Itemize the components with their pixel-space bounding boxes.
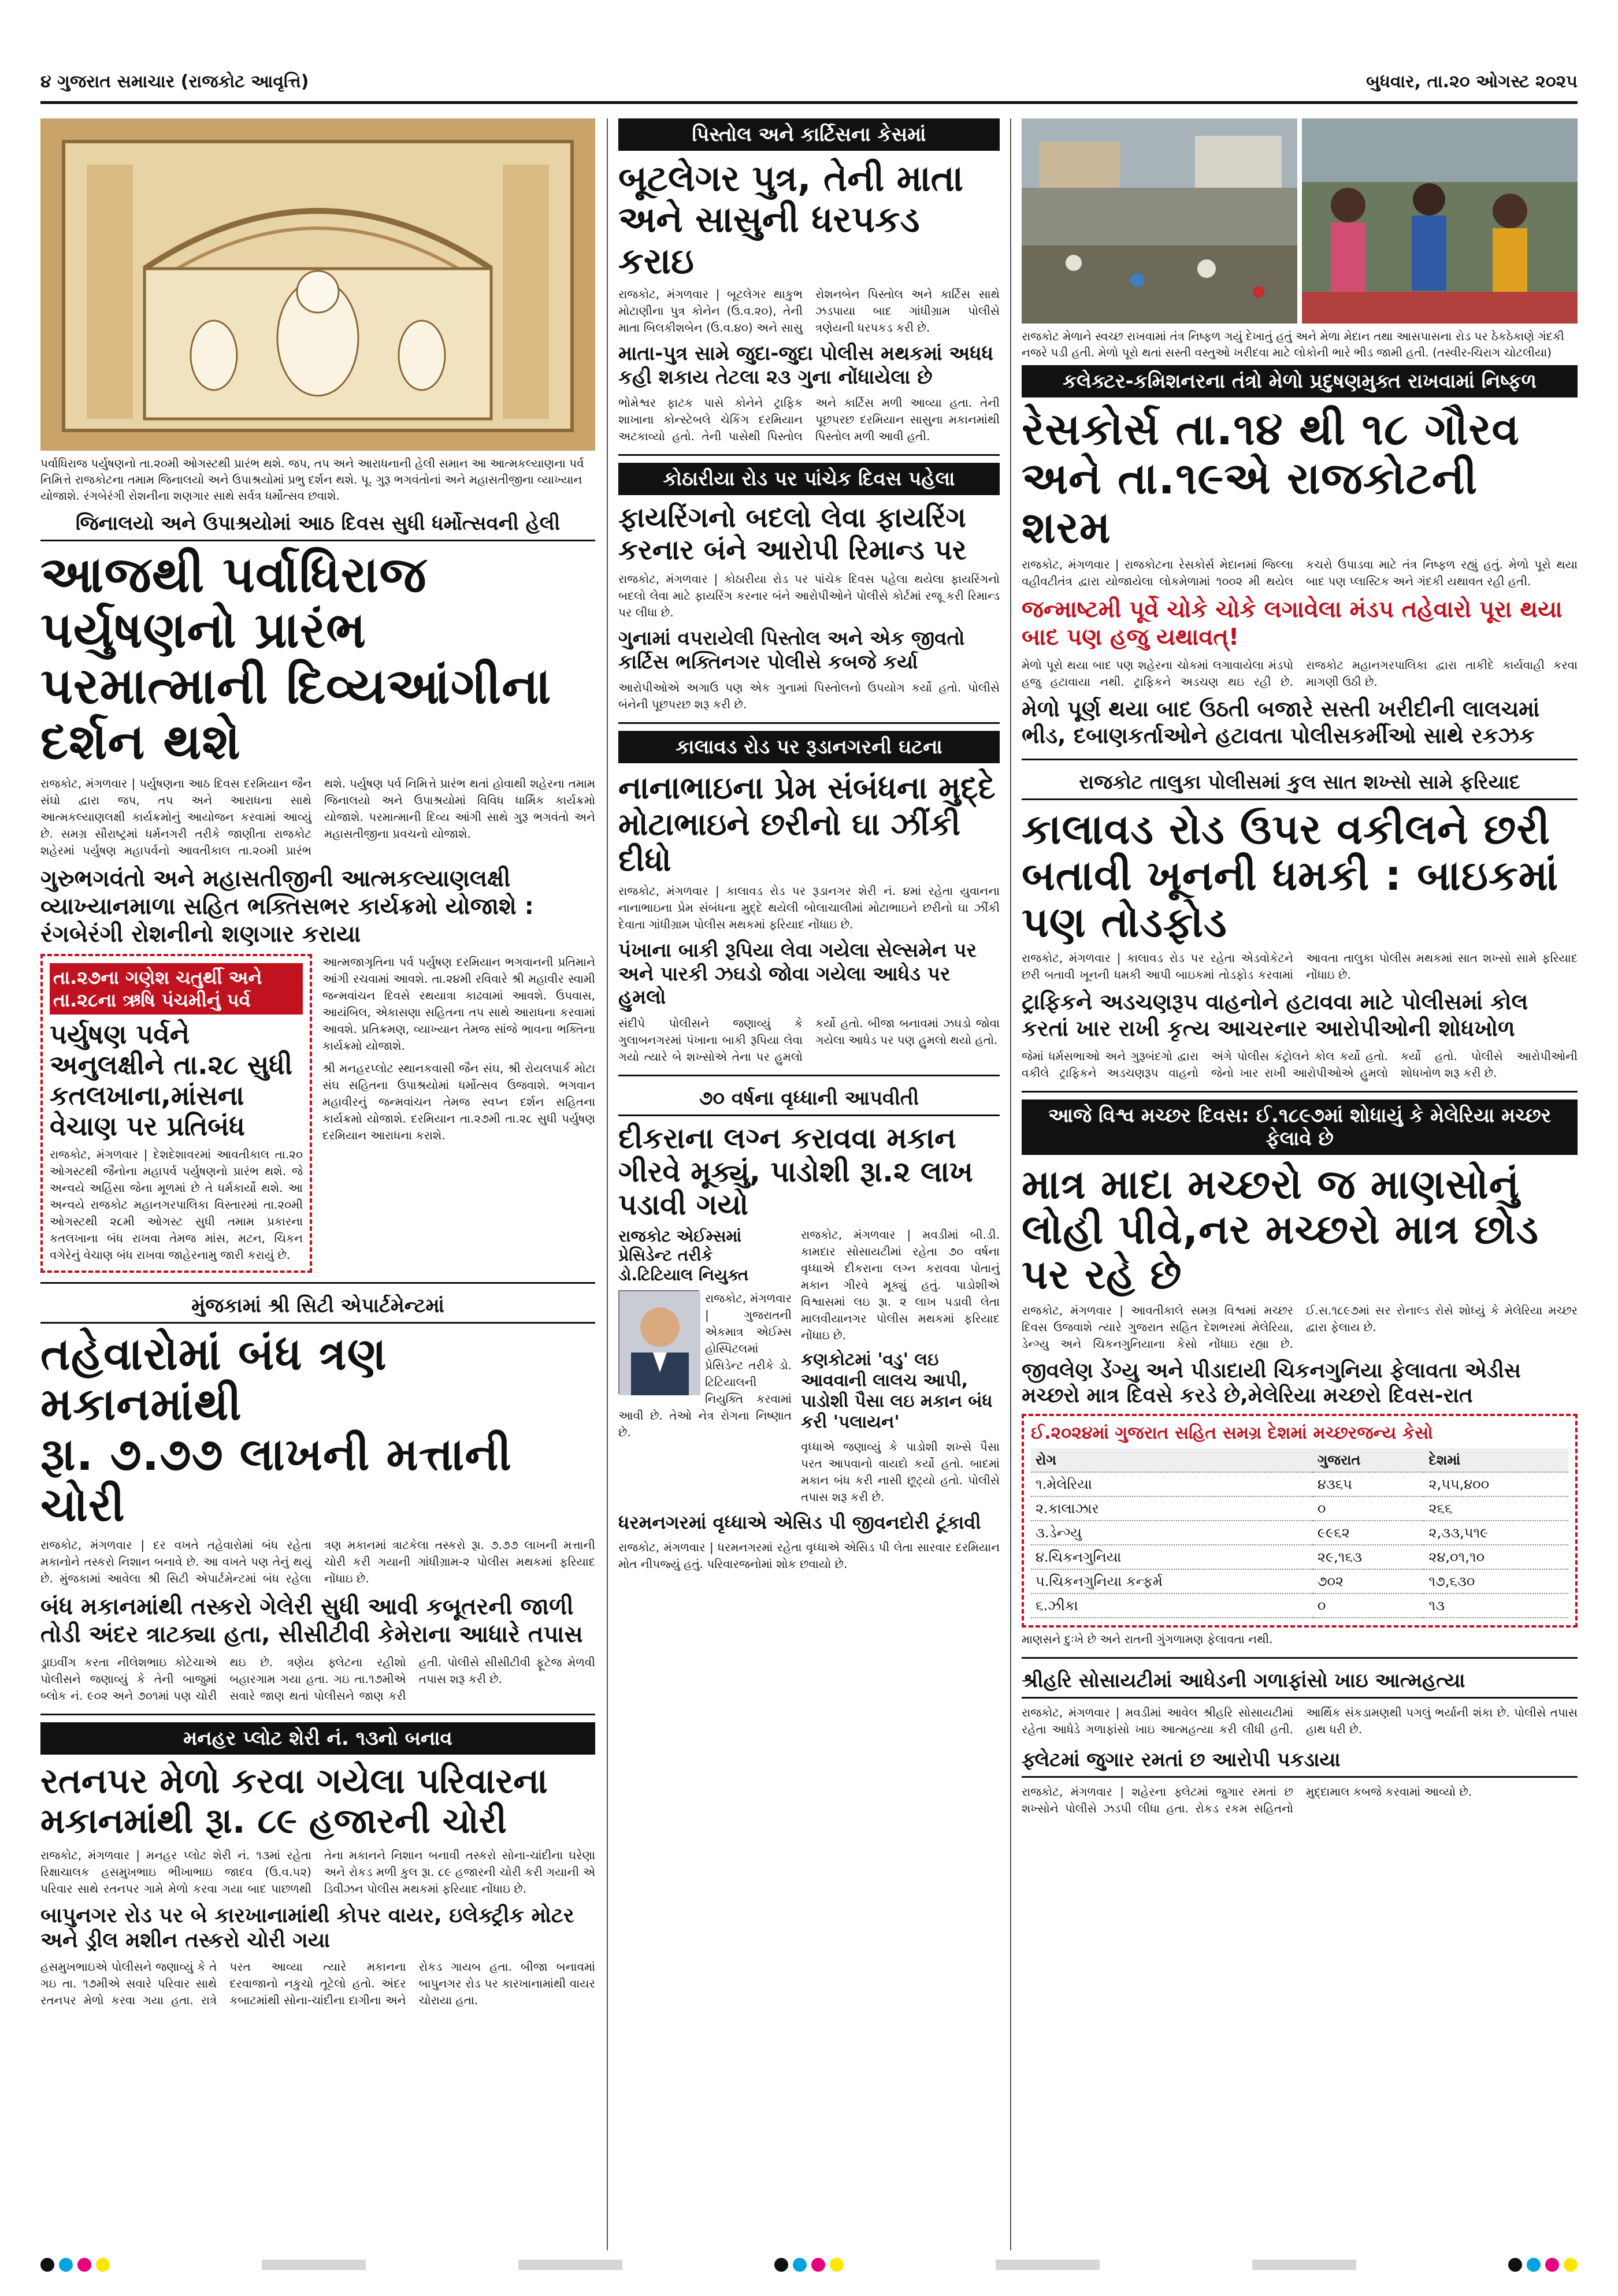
page-header bbox=[40, 69, 1578, 104]
fairground-litter-image bbox=[1022, 118, 1297, 324]
ban-headline-2: કતલખાના,માંસના વેચાણ પર પ્રતિબંધ bbox=[50, 1079, 245, 1142]
collector-kicker: કલેક્ટર-કમિશનરના તંત્રો મેળો પ્રદુષણમુક્ત રાખવામાં નિષ્ફળ bbox=[1022, 365, 1578, 397]
middle-column bbox=[618, 118, 1000, 1573]
kankot-body: વૃધ્ધાએ જણાવ્યું કે પાડોશી શખ્સે પૈસા પરત આપવાનો વાયદો કર્યો હતો. બાદમાં મકાન બંધ કરી નાસી છૂટ્યો હતો. પોલીસે તપાસ શરૂ કરી છે. bbox=[801, 1439, 1000, 1504]
fair-garbage-photo bbox=[1022, 118, 1297, 324]
firing-body-2: આરોપીઓએ અગાઉ પણ એક ગુનામાં પિસ્તોલનો ઉપયોગ કર્યો હતો. પોલીસે બંનેની પૂછપરછ શરૂ કરી છે. bbox=[618, 681, 1000, 712]
table-cell: ૧૭,૬૩૦ bbox=[1424, 1569, 1568, 1593]
table-cell: ૩.ડેન્ગ્યુ bbox=[1031, 1521, 1313, 1545]
pryushan-body-3: શ્રી મનહરપ્લોટ સ્થાનકવાસી જૈન સંઘ, શ્રી રોયલપાર્ક મોટા સંઘ સહિતના ઉપાશ્રયોમાં ધર્મોત્સવ ઉજવાશે. ભગવાન મહાવીરનું જન્મવાંચન તેમજ સ્વપ્ન દર્શન સહિતના કાર્યક્રમો યોજાશે. દરમિયાન તા.૨૭મી તા.૨૮ સુધી પર્યુષણ દરમિયાન આરાધના કરાશે. bbox=[322, 1061, 595, 1143]
table-header: ગુજરાત bbox=[1313, 1448, 1424, 1472]
gambling-body: રાજકોટ, મંગળવાર | શહેરના ફ્લેટમાં જુગાર રમતાં છ શખ્સોને પોલીસે ઝડપી લીધા હતા. રોકડ રકમ સહિતનો મુદ્દામાલ કબજે કરવામાં આવ્યો છે. bbox=[1022, 1785, 1472, 1816]
theft-body: રાજકોટ, મંગળવાર | દર વખતે તહેવારોમાં બંધ રહેતા મકાનોને તસ્કરો નિશાન બનાવે છે. આ વખતે પણ તેનું થયું છે. મુંજકામાં આવેલા શ્રી સિટી એપાર્ટમેન્ટમાં બંધ રહેલા ત્રણ મકાનમાં ત્રાટકેલા તસ્કરો રૂા. ૭.૭૭ લાખની મત્તાની ચોરી કરી ગયાની ગાંધીગ્રામ-૨ પોલીસ મથકમાં ફરિયાદ નોંધાઇ છે. bbox=[40, 1538, 595, 1586]
firing-headline: ફાયરિંગનો બદલો લેવા ફાયરિંગ કરનાર બંને આરોપી રિમાન્ડ પર bbox=[618, 501, 967, 566]
elderly-kicker: ૭૦ વર્ષના વૃધ્ધાની આપવીતી bbox=[618, 1083, 1000, 1116]
bazaar-subhead: મેળો પૂર્ણ થયા બાદ ઉઠતી બજારે સસ્તી ખરીદીની લાલચમાં ભીડ, દબાણકર્તાઓને હટાવતા પોલીસકર્મીઓ સાથે રકઝક bbox=[1022, 696, 1540, 748]
theft-body-2: ડ્રાઇવીંગ કરતા નીલેશભાઇ કોટેચાએ પોલીસને જણાવ્યું કે તેની બાજુમાં બ્લોક નં. ૯૦૨ અને ૭૦૧માં પણ ચોરી થઇ છે. ત્રણેય ફ્લેટના રહીશો બહારગામ ગયા હતા. ગઇ તા.૧૭મીએ સવારે જાણ થતાં પોલીસને જાણ કરી હતી. પોલીસે સીસીટીવી ફૂટેજ મેળવી તપાસ શરૂ કરી છે. bbox=[40, 1655, 595, 1703]
taluka-police-kicker: રાજકોટ તાલુકા પોલીસમાં કુલ સાત શખ્સો સામે ફરિયાદ bbox=[1022, 767, 1578, 800]
bapunagar-body: હસમુખભાઇએ પોલીસને જણાવ્યું કે તે ગઇ તા. ૧૭મીએ સવારે પરિવાર સાથે રતનપર મેળો કરવા ગયા હતા. રાત્રે પરત આવ્યા ત્યારે મકાનના દરવાજાનો નકુચો તૂટેલો હતો. અંદર કબાટમાંથી સોના-ચાંદીના દાગીના અને રોકડ ગાયબ હતા. બીજા બનાવમાં બાપુનગર રોડ પર કારખાનામાંથી વાયર ચોરાયા હતા. bbox=[40, 1960, 595, 2008]
column-rule bbox=[1010, 118, 1011, 2250]
manhar-plot-kicker: મનહર પ્લોટ શેરી નં. ૧૩નો બનાવ bbox=[40, 1722, 595, 1755]
ratanpar-headline-1: રતનપર મેળો કરવા ગયેલા પરિવારના bbox=[40, 1761, 548, 1802]
table-cell: ૧૩ bbox=[1424, 1593, 1568, 1618]
mosquito-headline: માત્ર માદા મચ્છરો જ માણસોનું લોહી પીવે,નર મચ્છરો માત્ર છોડ પર રહે છે bbox=[1022, 1160, 1539, 1299]
mosquito-day-kicker: આજે વિશ્વ મચ્છર દિવસ: ઈ.૧૮૯૭માં શોધાયું કે મેલેરિયા મચ્છર ફેલાવે છે bbox=[1022, 1099, 1578, 1155]
racecourse-body: રાજકોટ, મંગળવાર | રાજકોટના રેસકોર્સ મેદાનમાં જિલ્લા વહીવટીતંત્ર દ્વારા યોજાયેલા લોકમેળામાં ૧૦૦૨ મી થયેલ કચરો ઉપાડવા માટે તંત્ર નિષ્ફળ રહ્યું હતું. મેળો પૂરો થયા બાદ પણ પ્લાસ્ટિક અને ગંદકી યથાવત રહી હતી. bbox=[1022, 558, 1578, 589]
suicide-kicker: શ્રીહરિ સોસાયટીમાં આધેડની ગળાફાંસો ખાઇ આત્મહત્યા bbox=[1022, 1666, 1578, 1699]
shopping-crowd-image bbox=[1302, 118, 1578, 324]
pryushan-body-2: આત્મજાગૃતિના પર્વ પર્યુષણ દરમિયાન ભગવાનની પ્રતિમાને આંગી રચવામાં આવશે. તા.૨૪મી રવિવારે શ્રી મહાવીર સ્વામી જન્મવાંચન દિવસે રથયાત્રા કાઢવામાં આવશે. ઉપવાસ, આયંબિલ, એકાસણા સહિતના તપ સાથે આરાધના કરવામાં આવશે. પ્રતિક્રમણ, વ્યાખ્યાન તેમજ સાંજે ભાવના ભક્તિના કાર્યક્રમો યોજાશે. bbox=[322, 955, 595, 1053]
mosquito-note: માણસને દુઃખે છે અને રાતની ગુંગળામણ ફેલાવતા નથી. bbox=[1022, 1632, 1273, 1647]
pryushan-body: રાજકોટ, મંગળવાર | પર્યુષણના આઠ દિવસ દરમિયાન જૈન સંઘો દ્વારા જપ, તપ અને આરાધના સાથે આત્મકલ્યાણલક્ષી કાર્યક્રમોનું આયોજન કરવામાં આવ્યું છે. સમગ્ર સૌરાષ્ટ્રમાં ધર્મનગરી તરીકે જાણીતા રાજકોટ શહેરમાં પર્યુષણ મહાપર્વનો આવતીકાલ તા.૨૦મી પ્રારંભ થશે. પર્યુષણ પર્વ નિમિત્તે પ્રારંભ થતાં હોવાથી શહેરના તમામ જિનાલયો અને ઉપાશ્રયોમાં વિવિધ ધાર્મિક કાર્યક્રમો યોજાશે. પરમાત્માની દિવ્ય આંગી સાથે ગુરૂ ભગવંતો અને મહાસતીજીના પ્રવચનો યોજાશે. bbox=[40, 777, 595, 858]
pryushan-headline-2: પરમાત્માની દિવ્યઆંગીના દર્શન થશે bbox=[40, 657, 552, 771]
elderly-headline: દીકરાના લગ્ન કરાવવા મકાન ગીરવે મૂક્યું, પાડોશી રૂા.૨ લાખ પડાવી ગયો bbox=[618, 1121, 974, 1222]
racecourse-headline: રેસકોર્સ તા.૧૪ થી ૧૮ ગૌરવ અને તા.૧૯એ રાજકોટની શરમ bbox=[1022, 403, 1520, 553]
suicide-body: રાજકોટ, મંગળવાર | મવડીમાં આવેલ શ્રીહરિ સોસાયટીમાં રહેતા આધેડે ગળાફાંસો ખાઇ આત્મહત્યા કરી લીધી હતી. આર્થિક સંકડામણથી પગલું ભર્યાની શંકા છે. પોલીસે તપાસ હાથ ધરી છે. bbox=[1022, 1706, 1578, 1737]
elderly-body: રાજકોટ, મંગળવાર | મવડીમાં બી.ડી. કામદાર સોસાયટીમાં રહેતા ૭૦ વર્ષના વૃધ્ધાએ દીકરાના લગ્ન કરાવવા પોતાનું મકાન ગીરવે મૂક્યું હતું. પાડોશીએ વિશ્વાસમાં લઇ રૂા. ૨ લાખ પડાવી લેતા માલવીયાનગર પોલીસ મથકમાં ફરિયાદ નોંધાઇ છે. bbox=[801, 1227, 1000, 1342]
table-row bbox=[1031, 1521, 1568, 1545]
issue-date: બુધવાર, તા.૨૦ ઓગસ્ટ ૨૦૨૫ bbox=[1365, 72, 1578, 92]
firing-body: રાજકોટ, મંગળવાર | કોઠારીયા રોડ પર પાંચેક દિવસ પહેલા થયેલા ફાયરિંગનો બદલો લેવા માટે ફાયરિંગ કરનાર બંને આરોપીઓને પોલીસે કોર્ટમાં રજૂ કરી રિમાન્ડ પર લીધા છે. bbox=[618, 571, 1000, 619]
kankot-subhead: કણકોટમાં 'વડુ' લઇ આવવાની લાલચ આપી, પાડોશી પૈસા લઇ મકાન બંધ કરી 'પલાયન' bbox=[801, 1349, 993, 1432]
table-cell: ૪૩૬૫ bbox=[1313, 1472, 1424, 1496]
theft-headline-1: તહેવારોમાં બંધ ત્રણ મકાનમાંથી bbox=[40, 1328, 387, 1431]
right-column bbox=[1022, 118, 1578, 1817]
table-cell: ૨.કાલાઝાર bbox=[1031, 1496, 1313, 1521]
acid-body: રાજકોટ, મંગળવાર | ધરમનગરમાં રહેતા વૃધ્ધાએ એસિડ પી લેતા સારવાર દરમિયાન મોત નીપજ્યું હતું. પરિવારજનોમાં શોક છવાયો છે. bbox=[618, 1540, 1000, 1571]
print-registration-marks bbox=[40, 2253, 1578, 2276]
table-row bbox=[1031, 1545, 1568, 1569]
table-cell: ૫.ચિકનગુનિયા કન્ફર્મ bbox=[1031, 1569, 1313, 1593]
table-cell: ૪.ચિકનગુનિયા bbox=[1031, 1545, 1313, 1569]
theft-subhead: બંધ મકાનમાંથી તસ્કરો ગેલેરી સુધી આવી કબૂતરની જાળી તોડી અંદર ત્રાટક્યા હતા, સીસીટીવી કેમેરાના આધારે તપાસ bbox=[40, 1593, 583, 1648]
left-column bbox=[40, 118, 595, 2009]
jain-idol-shrine-image bbox=[40, 118, 595, 451]
column-rule bbox=[607, 118, 608, 2250]
pryushan-kicker: જિનાલયો અને ઉપાશ્રયોમાં આઠ દિવસ સુધી ધર્મોત્સવની હેલી bbox=[40, 508, 595, 541]
brother-stab-headline: નાનાભાઇના પ્રેમ સંબંધના મુદ્દે મોટાભાઇને છરીનો ઘા ઝીંકી દીધો bbox=[618, 770, 996, 878]
aiims-kicker: રાજકોટ એઈમ્સમાં પ્રેસિડેન્ટ તરીકે ડો.ટિટિયાલ નિયુક્ત bbox=[618, 1226, 749, 1284]
dengue-subhead: જીવલેણ ડેંગ્યુ અને પીડાદાયી ચિકનગુનિયા ફેલાવતા એડીસ મચ્છરો માત્ર દિવસે કરડે છે,મેલેરિયા મચ્છરો દિવસ-રાત bbox=[1022, 1358, 1521, 1407]
bapunagar-subhead: બાપુનગર રોડ પર બે કારખાનામાંથી કોપર વાયર, ઇલેક્ટ્રીક મોટર અને ડ્રીલ મશીન તસ્કરો ચોરી ગયા bbox=[40, 1904, 574, 1953]
bootlegger-body-2: ભોમેશ્વર ફાટક પાસે કોનેને ટ્રાફિક શાખાના કોન્સ્ટેબલે ચેકિંગ દરમિયાન અટકાવ્યો હતો. તેની પાસેથી પિસ્તોલ અને કાર્ટિસ મળી આવ્યા હતા. તેની પૂછપરછ દરમિયાન સાસુના મકાનમાંથી પિસ્તોલ મળી આવી હતી. bbox=[618, 396, 1000, 444]
table-cell: ૬.ઝીકા bbox=[1031, 1593, 1313, 1618]
table-cell: ૧.મેલેરિયા bbox=[1031, 1472, 1313, 1496]
brother-stab-body: રાજકોટ, મંગળવાર | કાલાવડ રોડ પર રૂડાનગર શેરી નં. ૪માં રહેતા યુવાનના નાનાભાઇના પ્રેમ સંબંધના મુદ્દે થયેલી બોલાચાલીમાં મોટાભાઇને છરીનો ઘા ઝીંકી દેવાતા ગાંધીગ્રામ પોલીસ મથકમાં ફરિયાદ નોંધાઇ છે. bbox=[618, 883, 1000, 931]
kothariya-kicker: કોઠારીયા રોડ પર પાંચેક દિવસ પહેલા bbox=[618, 463, 1000, 495]
aiims-body: રાજકોટ, મંગળવાર | ગુજરાતની એકમાત્ર એઈમ્સ હોસ્પિટલમાં પ્રેસિડેન્ટ તરીકે ડો. ટિટિયાલની નિયુક્તિ કરવામાં આવી છે. તેઓ નેત્ર રોગના નિષ્ણાત છે. bbox=[618, 1291, 792, 1440]
pryushan-subhead: ગુરુભગવંતો અને મહાસતીજીની આત્મકલ્યાણલક્ષી વ્યાખ્યાનમાળા સહિત ભક્તિસભર કાર્યક્રમો યોજાશે : રંગબેરંગી રોશનીનો શણગાર કરાયા bbox=[40, 865, 534, 948]
newspaper-title: ૪ ગુજરાત સમાચાર (રાજકોટ આવૃત્તિ) bbox=[40, 72, 309, 92]
doctor-portrait-image bbox=[619, 1291, 700, 1395]
pistol-kicker: પિસ્તોલ અને કાર્ટિસના કેસમાં bbox=[618, 118, 1000, 151]
lawyer-threat-headline: કાલાવડ રોડ ઉપર વકીલને છરી બતાવી ખૂનની ધમકી : બાઇકમાં પણ તોડફોડ bbox=[1022, 804, 1559, 946]
doctor-portrait bbox=[618, 1290, 699, 1394]
ban-body: રાજકોટ, મંગળવાર | દેશદેશાવરમાં આવતીકાલ તા.૨૦ ઓગસ્ટથી જૈનોના મહાપર્વ પર્યુષણનો પ્રારંભ થશે. જે અન્વયે અહિંસા જેના મૂળમાં છે તે ધર્મકાર્યો થશે. આ અન્વયે રાજકોટ મહાનગરપાલિકા વિસ્તારમાં તા.૨૦મી ઓગસ્ટથી ૨૮મી ઓગસ્ટ સુધી તમામ પ્રકારના કતલખાના બંધ રાખવા તેમજ માંસ, મટન, ચિકન વગેરેનું વેચાણ બંધ રાખવા જાહેરનામુ જારી કરાયું છે. bbox=[50, 1147, 303, 1262]
salesman-body: સંદીપે પોલીસને જણાવ્યું કે ગુલાબનગરમાં પંખાના બાકી રૂપિયા લેવા ગયો ત્યારે બે શખ્સોએ તેના પર હુમલો કર્યો હતો. બીજા બનાવમાં ઝઘડો જોવા ગયેલા આધેડ પર પણ હુમલો થયો હતો. bbox=[618, 1016, 1000, 1064]
table-cell: ૨૬૬ bbox=[1424, 1496, 1568, 1521]
table-cell: ૦ bbox=[1313, 1593, 1424, 1618]
ratanpar-body: રાજકોટ, મંગળવાર | મનહર પ્લોટ શેરી નં. ૧૩માં રહેતા રિક્ષાચાલક હસમુખભાઇ ભીખાભાઇ જાદવ (ઉ.વ.૫૨) પરિવાર સાથે રતનપર ગામે મેળો કરવા ગયા બાદ પાછળથી તેના મકાનને નિશાન બનાવી તસ્કરો સોના-ચાંદીના ઘરેણા અને રોકડ મળી કુલ રૂા. ૮૯ હજારની ચોરી કરી ગયાની એ ડિવીઝન પોલીસ મથકમાં ફરિયાદ નોંધાઇ છે. bbox=[40, 1848, 595, 1896]
table-header: દેશમાં bbox=[1424, 1448, 1568, 1472]
mosquito-body: રાજકોટ, મંગળવાર | આવતીકાલે સમગ્ર વિશ્વમાં મચ્છર દિવસ ઉજવાશે ત્યારે ગુજરાત સહિત દેશભરમાં મેલેરિયા, ડેન્ગ્યુ અને ચિકનગુનિયાના કેસો નોંધાઇ રહ્યા છે. ઈ.સ.૧૮૯૭માં સર રોનાલ્ડ રોસે શોધ્યું કે મેલેરિયા મચ્છર દ્વારા ફેલાય છે. bbox=[1022, 1303, 1578, 1351]
table-row bbox=[1031, 1472, 1568, 1496]
slaughter-ban-box bbox=[40, 954, 312, 1272]
salesman-subhead: પંખાના બાકી રૂપિયા લેવા ગયેલા સેલ્સમેન પર અને પારકી ઝઘડો જોવા ગયેલા આધેડ પર હુમલો bbox=[618, 938, 977, 1009]
kalavad-kicker: કાલાવડ રોડ પર રૂડાનગરની ઘટના bbox=[618, 731, 1000, 763]
bootlegger-subhead: માતા-પુત્ર સામે જુદા-જુદા પોલીસ મથકમાં અધધ કહી શકાય તેટલા ૨૩ ગુના નોંધાયેલા છે bbox=[618, 341, 994, 389]
mandap-body: મેળો પૂરો થયા બાદ પણ શહેરના ચોકમાં લગાવાયેલા મંડપો હજુ હટાવાયા નથી. ટ્રાફિકને અડચણ થઇ રહી છે. રાજકોટ મહાનગરપાલિકા દ્વારા તાકીદે કાર્યવાહી કરવા માગણી ઉઠી છે. bbox=[1022, 658, 1578, 689]
munjka-kicker: મુંજકામાં શ્રી સિટી એપાર્ટમેન્ટમાં bbox=[40, 1291, 595, 1324]
ratanpar-headline-2: મકાનમાંથી રૂા. ૮૯ હજારની ચોરી bbox=[40, 1801, 507, 1842]
table-cell: ૨,૫૫,૪૦૦ bbox=[1424, 1472, 1568, 1496]
mosquito-cases-table bbox=[1031, 1448, 1568, 1618]
gambling-kicker: ફ્લેટમાં જુગાર રમતાં છ આરોપી પકડાયા bbox=[1022, 1745, 1578, 1778]
mandap-subhead: જન્માષ્ટમી પૂર્વે ચોકે ચોકે લગાવેલા મંડપ તહેવારો પૂરા થયા બાદ પણ હજુ યથાવત્! bbox=[1022, 596, 1563, 651]
traffic-body: જેમાં ધર્મસભાઓ અને ગુરૂબંદગો દ્વારા વકીલે ટ્રાફિકને અડચણરૂપ વાહનો અંગે પોલીસ કંટ્રોલને કોલ કર્યો હતો. જેનો ખાર રાખી આરોપીઓએ હુમલો કર્યો હતો. પોલીસે આરોપીઓની શોધખોળ શરૂ કરી છે. bbox=[1022, 1049, 1578, 1080]
table-row bbox=[1031, 1593, 1568, 1618]
bootlegger-body: રાજકોટ, મંગળવાર | બૂટલેગર થાકુભ મોટાણીના પુત્ર કોનેન (ઉ.વ.૨૦), તેની માતા બિલકીશબેન (ઉ.વ.૪૦) અને સાસુ રોશનબેન પિસ્તોલ અને કાર્ટિસ સાથે ઝડપાયા બાદ ગાંધીગ્રામ પોલીસે ત્રણેયની ધરપકડ કરી છે. bbox=[618, 287, 1000, 335]
fair-photo-caption: રાજકોટ મેળાને સ્વચ્છ રાખવામાં તંત્ર નિષ્ફળ ગયું દેખાતું હતું અને મેળા મેદાન તથા આસપાસના રોડ પર ઠેકઠેકાણે ગંદકી નજરે પડી હતી. મેળો પૂરો થતાં સસ્તી વસ્તુઓ ખરીદવા માટે લોકોની ભારે ભીડ જામી હતી. (તસ્વીર-ચિરાગ ચોટલીયા) bbox=[1022, 329, 1564, 359]
temple-photo bbox=[40, 118, 595, 451]
ban-headline-1: પર્યુષણ પર્વને અનુલક્ષીને તા.૨૮ સુધી bbox=[50, 1019, 292, 1080]
table-row bbox=[1031, 1569, 1568, 1593]
bootlegger-headline: બૂટલેગર પુત્ર, તેની માતા અને સાસુની ધરપકડ કરાઇ bbox=[618, 157, 964, 282]
ban-box-title: તા.૨૭ના ગણેશ ચતુર્થી અને તા.૨૮ના ઋષિ પંચમીનું પર્વ bbox=[50, 963, 303, 1015]
acid-headline: ધરમનગરમાં વૃધ્ધાએ એસિડ પી જીવનદોરી ટૂંકાવી bbox=[618, 1511, 981, 1533]
table-cell: ૨૯,૧૬૩ bbox=[1313, 1545, 1424, 1569]
table-cell: ૭૦૨ bbox=[1313, 1569, 1424, 1593]
table-cell: ૨૪,૦૧,૧૦ bbox=[1424, 1545, 1568, 1569]
lawyer-body: રાજકોટ, મંગળવાર | કાલાવડ રોડ પર રહેતા એડવોકેટને છરી બતાવી ખૂનની ધમકી આપી બાઇકમાં તોડફોડ કરવામાં આવતા તાલુકા પોલીસ મથકમાં સાત શખ્સો સામે ફરિયાદ નોંધાઇ છે. bbox=[1022, 951, 1578, 982]
cases-table-title: ઈ.૨૦૨૪માં ગુજરાત સહિત સમગ્ર દેશમાં મચ્છરજન્ય કેસો bbox=[1031, 1423, 1433, 1444]
traffic-subhead: ટ્રાફિકને અડચણરૂપ વાહનોને હટાવવા માટે પોલીસમાં કોલ કરતાં ખાર રાખી કૃત્ય આચરનાર આરોપીઓની શોધખોળ bbox=[1022, 989, 1528, 1041]
table-cell: ૯૯૬૨ bbox=[1313, 1521, 1424, 1545]
firing-subhead: ગુનામાં વપરાયેલી પિસ્તોલ અને એક જીવતો કાર્ટિસ ભક્તિનગર પોલીસે કબજે કર્યા bbox=[618, 626, 965, 674]
table-cell: ૨,૩૩,૫૧૯ bbox=[1424, 1521, 1568, 1545]
table-row bbox=[1031, 1496, 1568, 1521]
table-cell: ૦ bbox=[1313, 1496, 1424, 1521]
table-header: રોગ bbox=[1031, 1448, 1313, 1472]
pryushan-headline-1: આજથી પર્વાધિરાજ પર્યુષણનો પ્રારંભ bbox=[40, 546, 427, 660]
fair-crowd-photo bbox=[1302, 118, 1578, 324]
mosquito-cases-box bbox=[1022, 1414, 1578, 1628]
theft-headline-2: રૂા. ૭.૭૭ લાખની મત્તાની ચોરી bbox=[40, 1429, 512, 1532]
temple-photo-caption: પર્વાધિરાજ પર્યુષણનો તા.૨૦મી ઓગસ્ટથી પ્રારંભ થશે. જપ, તપ અને આરાધનાની હેલી સમાન આ આત્મકલ્યાણના પર્વ નિમિત્તે રાજકોટના તમામ જિનાલયો અને ઉપાશ્રયોમાં પ્રભુ દર્શન થશે. પૂ. ગુરૂ ભગવંતોનાં અને મહાસતીજીના વ્યાખ્યાન યોજાશે. રંગબેરંગી રોશનીના શણગાર સાથે સર્વત્ર ધર્મોત્સવ છવાશે. bbox=[40, 456, 584, 503]
